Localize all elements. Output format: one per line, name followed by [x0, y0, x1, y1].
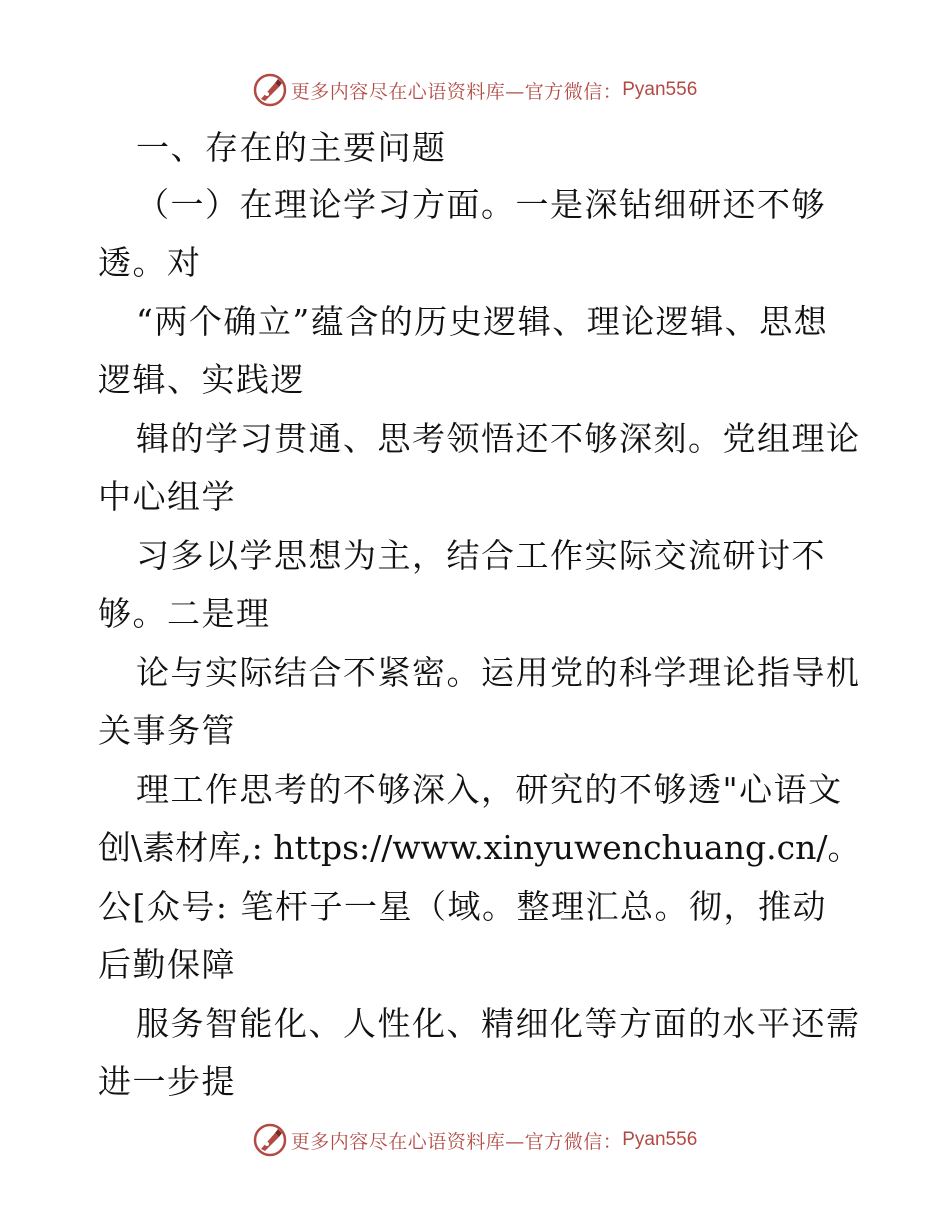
banner-text: 更多内容尽在心语资料库—官方微信： [290, 80, 623, 103]
paragraph-line: （一）在理论学习方面。一是深钻细研还不够 [136, 185, 826, 224]
paragraph-line: 进一步提 [98, 1062, 236, 1101]
pen-logo-icon [253, 1123, 287, 1157]
paragraph-line: 够。二是理 [98, 594, 271, 633]
banner-wechat-id: Pyan556 [622, 1129, 698, 1150]
section-heading: 一、存在的主要问题 [136, 128, 447, 167]
paragraph-line: 理工作思考的不够深入，研究的不够透"心语文 [136, 770, 843, 809]
paragraph-line: 关事务管 [98, 711, 236, 750]
banner-text: 更多内容尽在心语资料库—官方微信： [290, 1130, 623, 1153]
paragraph-line: 创\素材库,: https://www.xinyuwenchuang.cn/。 [98, 828, 861, 867]
paragraph-line: 中心组学 [98, 477, 236, 516]
paragraph-line: 透。对 [98, 243, 202, 282]
paragraph-line: 公[众号: 笔杆子一星（域。整理汇总。彻，推动 [98, 887, 827, 926]
header-banner [0, 72, 950, 108]
paragraph-line: 习多以学思想为主，结合工作实际交流研讨不 [136, 536, 826, 575]
paragraph-line: 服务智能化、人性化、精细化等方面的水平还需 [136, 1004, 861, 1043]
banner-wechat-id: Pyan556 [622, 79, 698, 100]
paragraph-line: 论与实际结合不紧密。运用党的科学理论指导机 [136, 653, 861, 692]
paragraph-line: 后勤保障 [98, 945, 236, 984]
paragraph-line: 逻辑、实践逻 [98, 360, 305, 399]
pen-logo-icon [253, 73, 287, 107]
paragraph-line: 辑的学习贯通、思考领悟还不够深刻。党组理论 [136, 419, 861, 458]
footer-banner [0, 1122, 950, 1158]
paragraph-line: “两个确立”蕴含的历史逻辑、理论逻辑、思想 [136, 302, 829, 341]
